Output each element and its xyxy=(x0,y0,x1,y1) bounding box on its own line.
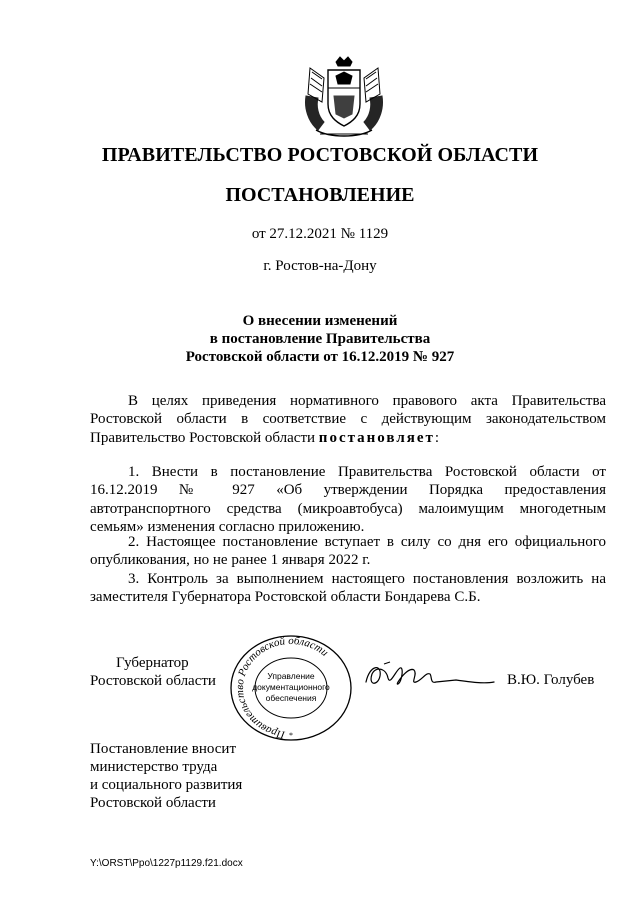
position-line: Губернатор xyxy=(116,655,189,671)
issuer-line: министерство труда xyxy=(90,759,218,775)
file-path: Y:\ORST\Ppo\1227p1129.f21.docx xyxy=(90,858,243,869)
document-number: от 27.12.2021 № 1129 xyxy=(251,226,389,242)
colon: : xyxy=(434,429,440,446)
seal-center-text: документационного xyxy=(252,682,330,692)
decree-item-1: 1. Внести в постановление Правительства Ростовской области от 16.12.2019 № 927 «Об утверждении Порядка предоставления автотранспортного средства (микроавтобуса) малоимущим многодетным семьям» изменения согласно приложению. xyxy=(90,464,606,536)
issuer-line: и социального развития xyxy=(90,777,243,793)
decree-item-3: 3. Контроль за выполнением настоящего постановления возложить на заместителя Губернатора Ростовской области Бондарева С.Б. xyxy=(90,571,606,606)
seal-center-text: Управление xyxy=(267,671,315,681)
document-subject xyxy=(0,312,640,366)
subject-line: Ростовской области от 16.12.2019 № 927 xyxy=(185,349,455,365)
government-name: ПРАВИТЕЛЬСТВО РОСТОВСКОЙ ОБЛАСТИ xyxy=(101,144,539,166)
official-seal-icon xyxy=(226,632,356,744)
seal-ring-text: Правительство Ростовской области xyxy=(233,634,331,741)
preamble-paragraph xyxy=(90,392,606,447)
svg-text:*: * xyxy=(289,731,293,740)
document-type: ПОСТАНОВЛЕНИЕ xyxy=(225,184,415,206)
issuer-line: Ростовской области xyxy=(90,795,216,811)
handwritten-signature-icon xyxy=(360,660,500,692)
subject-line: О внесении изменений xyxy=(242,313,398,329)
preamble-text: В целях приведения нормативного правового акта Правительства Ростовской области в соответствие с действующим законодательством Правительство Ростовской области xyxy=(90,393,606,446)
decree-item-2: 2. Настоящее постановление вступает в силу со дня его официального опубликования, но не ранее 1 января 2022 г. xyxy=(90,534,606,569)
signatory-name: В.Ю. Голубев xyxy=(507,672,595,688)
seal-center-text: обеспечения xyxy=(265,693,317,703)
decree-word: постановляет xyxy=(318,429,435,446)
document-city: г. Ростов-на-Дону xyxy=(263,258,377,274)
issuer-block xyxy=(90,740,290,812)
position-line: Ростовской области xyxy=(90,673,216,689)
subject-line: в постановление Правительства xyxy=(209,331,431,347)
issuer-line: Постановление вносит xyxy=(90,741,237,757)
coat-of-arms-icon xyxy=(300,56,388,142)
signatory-position xyxy=(90,654,240,690)
